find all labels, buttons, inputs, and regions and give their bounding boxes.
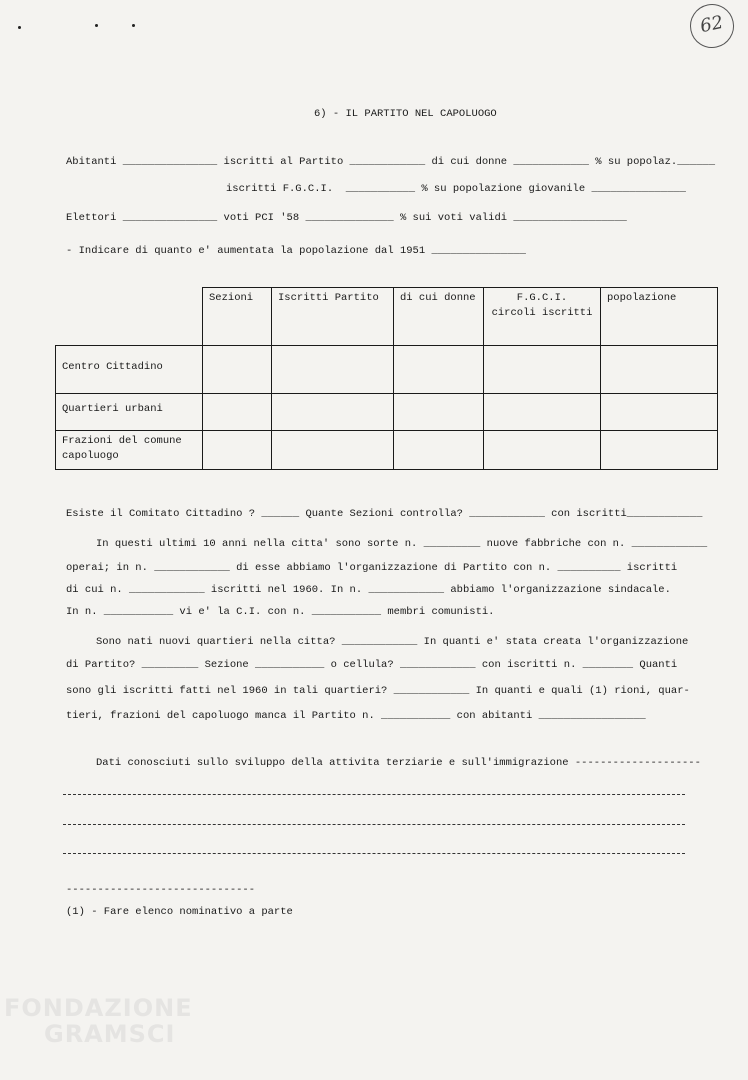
paragraph-terziarie: Dati conosciuti sullo sviluppo della attivita terziarie e sull'immigrazione -------------------- <box>96 757 701 769</box>
table-cell <box>601 394 718 431</box>
watermark-line: FONDAZIONE <box>4 994 193 1022</box>
dashed-answer-line <box>63 794 685 795</box>
watermark-line: GRAMSCI <box>44 1020 176 1048</box>
col-header-iscritti <box>272 288 394 346</box>
col-header-label: popolazione <box>607 292 677 304</box>
paragraph-fabbriche: In questi ultimi 10 anni nella citta' sono sorte n. _________ nuove fabbriche con n. ____________ <box>96 538 708 550</box>
footnote: (1) - Fare elenco nominativo a parte <box>66 906 293 918</box>
table-cell <box>203 346 272 394</box>
paragraph-quartieri: Sono nati nuovi quartieri nella citta? ____________ In quanti e' stata creata l'organizzazione <box>96 636 689 648</box>
row-label: Quartieri urbani <box>56 394 203 431</box>
table-cell <box>484 346 601 394</box>
data-table <box>55 287 718 470</box>
footnote-rule: ------------------------------ <box>66 884 256 896</box>
table-cell <box>272 431 394 470</box>
form-line-fgci: iscritti F.G.C.I. ___________ % su popolazione giovanile _______________ <box>226 183 686 195</box>
col-header-label: F.G.C.I. <box>516 292 568 304</box>
form-line-abitanti: Abitanti _______________ iscritti al Partito ____________ di cui donne ____________ % su popolaz.______ <box>66 156 716 168</box>
table-cell <box>203 431 272 470</box>
col-header-label: di cui donne <box>400 292 476 304</box>
col-subheader-label: circoli iscritti <box>491 307 593 319</box>
table-cell <box>394 346 484 394</box>
table-cell <box>394 431 484 470</box>
table-cell <box>272 346 394 394</box>
col-header-fgci <box>484 288 601 346</box>
col-header-sezioni <box>203 288 272 346</box>
table-row <box>56 431 718 470</box>
paragraph-ci: In n. ___________ vi e' la C.I. con n. ___________ membri comunisti. <box>66 606 495 618</box>
paragraph-operai: operai; in n. ____________ di esse abbiamo l'organizzazione di Partito con n. __________ iscritti <box>66 562 678 574</box>
table-cell <box>484 431 601 470</box>
table-cell <box>203 394 272 431</box>
scan-mark <box>132 24 135 27</box>
scan-mark <box>18 26 21 29</box>
col-header-label: Iscritti Partito <box>278 292 379 304</box>
col-header-label: Sezioni <box>209 292 254 304</box>
table-corner <box>56 288 203 346</box>
section-title: 6) - IL PARTITO NEL CAPOLUOGO <box>314 108 497 120</box>
col-header-popolazione <box>601 288 718 346</box>
watermark-logo <box>4 995 193 1047</box>
table-cell <box>601 431 718 470</box>
paragraph-di-cui: di cui n. ____________ iscritti nel 1960. In n. ____________ abbiamo l'organizzazione sindacale. <box>66 584 671 596</box>
table-row <box>56 346 718 394</box>
paragraph-sezione: di Partito? _________ Sezione ___________ o cellula? ____________ con iscritti n. ________ Quanti <box>66 659 678 671</box>
table-row <box>56 394 718 431</box>
table-cell <box>394 394 484 431</box>
page-number-stamp: 62 <box>686 0 738 52</box>
paragraph-comitato: Esiste il Comitato Cittadino ? ______ Quante Sezioni controlla? ____________ con iscritti____________ <box>66 508 703 520</box>
row-label: Frazioni del comune capoluogo <box>56 431 203 470</box>
table-cell <box>272 394 394 431</box>
col-header-donne <box>394 288 484 346</box>
row-label: Centro Cittadino <box>56 346 203 394</box>
table-cell <box>601 346 718 394</box>
paragraph-iscritti-1960: sono gli iscritti fatti nel 1960 in tali quartieri? ____________ In quanti e quali (1) rioni, quar- <box>66 685 690 697</box>
scan-mark <box>95 24 98 27</box>
dashed-answer-line <box>63 824 685 825</box>
table-cell <box>484 394 601 431</box>
paragraph-frazioni: tieri, frazioni del capoluogo manca il Partito n. ___________ con abitanti _________________ <box>66 710 646 722</box>
dashed-answer-line <box>63 853 685 854</box>
table-header-row <box>56 288 718 346</box>
form-line-elettori: Elettori _______________ voti PCI '58 ______________ % sui voti validi __________________ <box>66 212 627 224</box>
form-line-popolazione: - Indicare di quanto e' aumentata la popolazione dal 1951 _______________ <box>66 245 526 257</box>
